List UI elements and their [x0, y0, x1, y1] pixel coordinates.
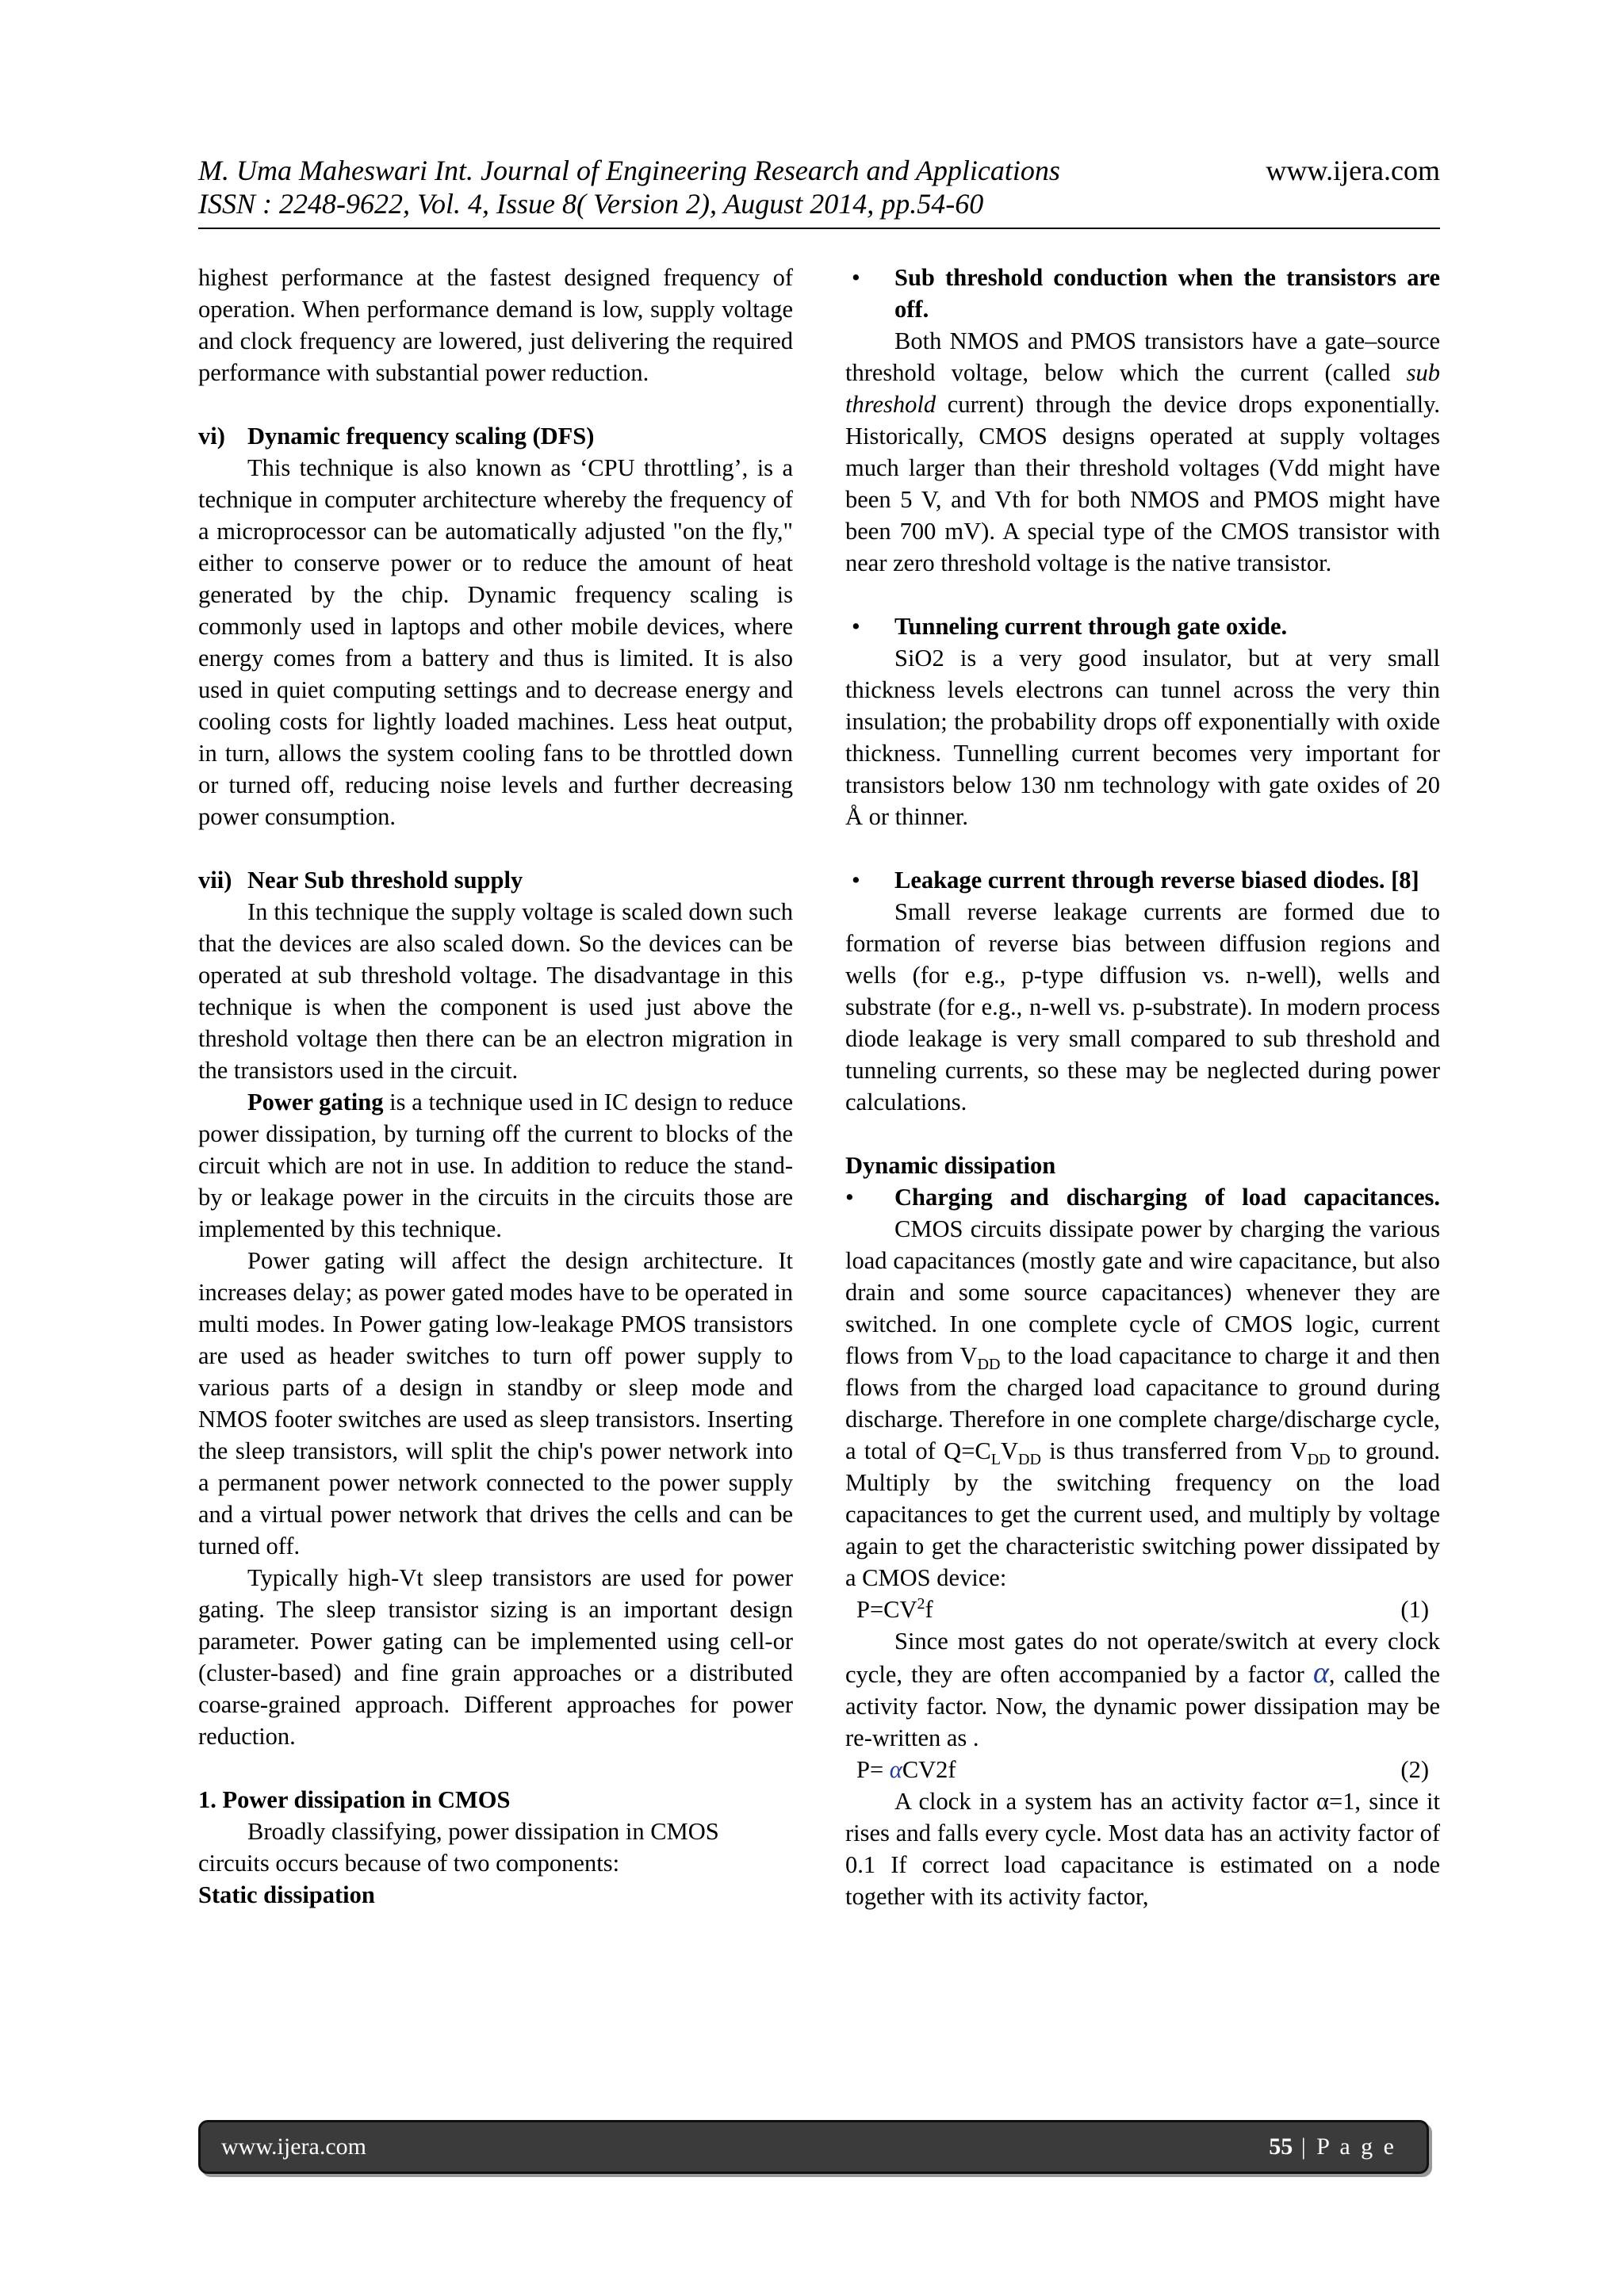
page-footer [198, 2120, 1429, 2174]
heading-dfs: vi) Dynamic frequency scaling (DFS) [198, 423, 595, 450]
paragraph-cmos-charging: CMOS circuits dissipate power by charging the various load capacitances (mostly gate and wire capacitance, but also drain and some source capacitances) whenever they are switched. In one complete cycle of CMOS logic, current flows from $V_{DD}$ to the load capacitance to charge it and then flows from the charged load capacitance to ground during discharge. Therefore in one complete charge/discharge cycle, a total of $Q=C_LV_{DD}$ is thus transferred from $V_{DD}$ to ground. Multiply by the switching frequency on the load capacitances to get the current used, and multiply by voltage again to get the characteristic switching power dissipated by a CMOS device: [845, 1215, 1440, 1591]
header-divider [198, 228, 1440, 229]
heading-static-dissipation: Static dissipation [198, 1881, 375, 1908]
paragraph-sub-threshold: Both NMOS and PMOS transistors have a gate–source threshold voltage, below which the current (called sub threshold current) through the device drops exponentially. Historically, CMOS designs operated at supply voltages much larger than their threshold voltages (Vdd might have been 5 V, and Vth for both NMOS and PMOS might have been 700 mV). A special type of the CMOS transistor with near zero threshold voltage is the native transistor. [845, 327, 1440, 576]
paragraph-power-gating-3: Typically high-Vt sleep transistors are used for power gating. The sleep transistor sizing is an important design parameter. Power gating can be implemented using cell-or (cluster-based) and fine grain approaches or a distributed coarse-grained approach. Different approaches for power reduction. [198, 1564, 793, 1750]
header-journal-title: M. Uma Maheswari Int. Journal of Engineering Research and Applications [198, 155, 1060, 186]
paragraph-power-gating: Power gating is a technique used in IC design to reduce power dissipation, by turning off the current to blocks of the circuit which are not in use. In addition to reduce the stand-by or leakage power in the circuits in the circuits those are implemented by this technique. [198, 1089, 793, 1242]
paragraph-power-dissipation: Broadly classifying, power dissipation in CMOS circuits occurs because of two components: [198, 1818, 719, 1877]
paragraph-power-gating-2: Power gating will affect the design architecture. It increases delay; as power gated modes have to be operated in multi modes. In Power gating low-leakage PMOS transistors are used as header switches to turn off power supply to various parts of a design in standby or sleep mode and NMOS footer switches are used as sleep transistors. Inserting the sleep transistors, will split the chip's power network into a permanent power network connected to the power supply and a virtual power network that drives the cells and can be turned off. [198, 1247, 793, 1559]
bullet-tunneling: • Tunneling current through gate oxide. [845, 610, 1440, 642]
paragraph-near-sub-threshold: In this technique the supply voltage is scaled down such that the devices are also scaled down. So the devices can be operated at sub threshold voltage. The disadvantage in this technique is when the component is used just above the threshold voltage then there can be an electron migration in the transistors used in the circuit. [198, 898, 793, 1084]
paragraph-clock: A clock in a system has an activity factor α=1, since it rises and falls every cycle. Most data has an activity factor of 0.1 If correct load capacitance is estimated on a node together with its activity factor, [845, 1788, 1440, 1910]
alpha-symbol: α [1312, 1656, 1329, 1689]
equation-2-number: (2) [1400, 1756, 1429, 1783]
heading-near-sub-threshold: vii) Near Sub threshold supply [198, 867, 523, 894]
equation-1-number: (1) [1400, 1596, 1429, 1623]
bullet-icon: • [852, 264, 860, 291]
footer-website[interactable]: www.ijera.com [221, 2133, 366, 2160]
header-issn-line: ISSN : 2248-9622, Vol. 4, Issue 8( Version 2), August 2014, pp.54-60 [198, 188, 984, 220]
paragraph-dfs: This technique is also known as ‘CPU throttling’, is a technique in computer architecture whereby the frequency of a microprocessor can be automatically adjusted "on the fly," either to conserve power or to reduce the amount of heat generated by the chip. Dynamic frequency scaling is commonly used in laptops and other mobile devices, where energy comes from a battery and thus is limited. It is also used in quiet computing settings and to decrease energy and cooling costs for lightly loaded machines. Less heat output, in turn, allows the system cooling fans to be throttled down or turned off, reducing noise levels and further decreasing power consumption. [198, 454, 793, 830]
footer-page-number: 55 | P a g e [1269, 2133, 1396, 2160]
equation-2: P= αCV2f (2) [845, 1754, 1440, 1785]
equation-1: $P=CV^2f$ (1) [845, 1594, 1440, 1625]
bullet-leakage: • Leakage current through reverse biased diodes. [8] [845, 864, 1440, 896]
bullet-sub-threshold: • Sub threshold conduction when the transistors are off. [845, 262, 1440, 325]
right-column [845, 262, 1440, 1912]
header-journal-line [198, 154, 1440, 187]
paragraph-activity-factor: Since most gates do not operate/switch at every clock cycle, they are often accompanied by a factor α, called the activity factor. Now, the dynamic power dissipation may be re-written as . [845, 1628, 1441, 1751]
left-column [198, 262, 793, 1911]
paragraph-intro: highest performance at the fastest designed frequency of operation. When performance demand is low, supply voltage and clock frequency are lowered, just delivering the required performance with substantial power reduction. [198, 264, 793, 386]
bullet-icon: • [852, 613, 860, 640]
heading-dynamic-dissipation: Dynamic dissipation [845, 1152, 1056, 1179]
header-website[interactable]: www.ijera.com [1266, 155, 1440, 186]
bullet-charging: • Charging and discharging of load capacitances. [845, 1181, 1440, 1213]
paragraph-tunneling: SiO2 is a very good insulator, but at very small thickness levels electrons can tunnel across the very thin insulation; the probability drops off exponentially with oxide thickness. Tunnelling current becomes very important for transistors below 130 nm technology with gate oxides of 20 Å or thinner. [845, 645, 1440, 830]
page-header [198, 154, 1440, 220]
paragraph-leakage: Small reverse leakage currents are formed due to formation of reverse bias between diffusion regions and wells (for e.g., p-type diffusion vs. n-well), wells and substrate (for e.g., n-well vs. p-substrate). In modern process diode leakage is very small compared to sub threshold and tunneling currents, so these may be neglected during power calculations. [845, 898, 1440, 1115]
bullet-icon: • [845, 1184, 854, 1211]
heading-power-dissipation: 1. Power dissipation in CMOS [198, 1786, 511, 1813]
bullet-icon: • [852, 867, 860, 894]
